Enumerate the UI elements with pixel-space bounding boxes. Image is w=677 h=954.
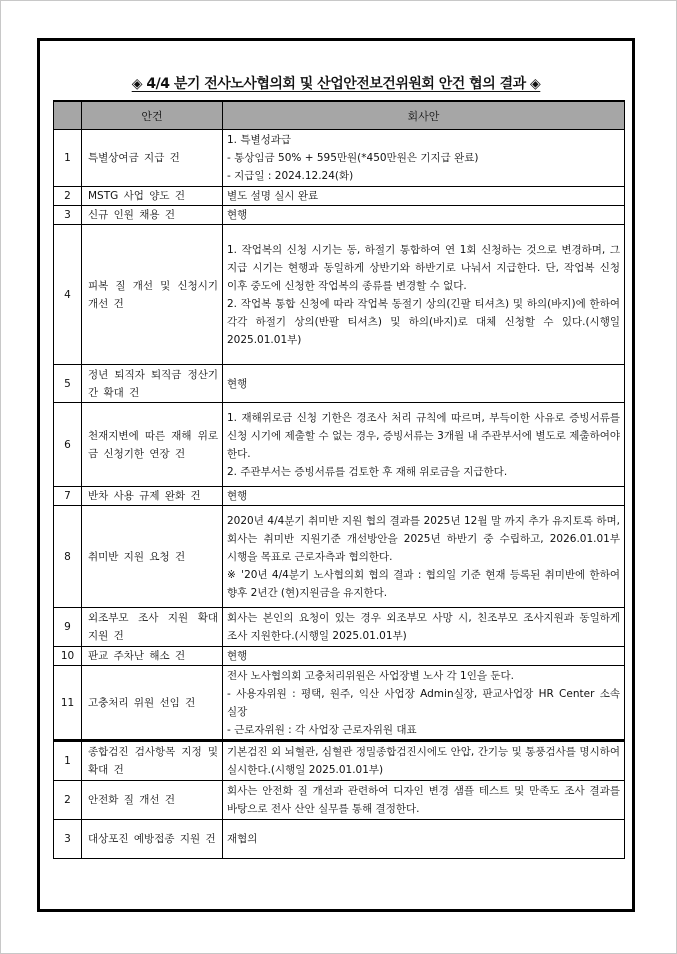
agenda-item: 반차 사용 규제 완화 건	[82, 487, 223, 506]
header-item: 안건	[82, 101, 223, 130]
row-number: 3	[54, 206, 82, 225]
row-number: 8	[54, 506, 82, 608]
header-company-proposal: 회사안	[223, 101, 625, 130]
table-row	[54, 365, 625, 403]
table-row	[54, 206, 625, 225]
proposal-line: 전사 노사협의회 고충처리위원은 사업장별 노사 각 1인을 둔다.	[227, 669, 514, 682]
table-row	[54, 225, 625, 365]
row-number: 9	[54, 608, 82, 647]
proposal-line: - 근로자위원 : 각 사업장 근로자위원 대표	[227, 723, 417, 736]
company-proposal	[223, 506, 625, 608]
table-row	[54, 666, 625, 741]
company-proposal	[223, 225, 625, 365]
row-number: 1	[54, 741, 82, 781]
proposal-line: 1. 작업복의 신청 시기는 동, 하절기 통합하여 연 1회 신청하는 것으로 변경하며, 그 지급 시기는 현행과 동일하게 상반기와 하반기로 나눠서 지급한다. 단, 작업복 신청 이후 중도에 신청한 작업복의 종류를 변경할 수 없다.	[227, 243, 620, 292]
company-proposal	[223, 365, 625, 403]
proposal-line: 회사는 안전화 질 개선과 관련하여 디자인 변경 샘플 테스트 및 만족도 조사 결과를 바탕으로 전사 산안 실무를 통해 결정한다.	[227, 785, 620, 815]
table-row	[54, 506, 625, 608]
agenda-item: 특별상여금 지급 건	[82, 130, 223, 187]
header-number	[54, 101, 82, 130]
proposal-line: 1. 특별성과급	[227, 134, 292, 146]
table-row	[54, 130, 625, 187]
agenda-item: 안전화 질 개선 건	[82, 781, 223, 820]
page-title: ◈ 4/4 분기 전사노사협의회 및 산업안전보건위원회 안건 협의 결과 ◈	[131, 76, 541, 92]
agenda-item: 판교 주차난 해소 건	[82, 647, 223, 666]
agenda-item: 고충처리 위원 선임 건	[82, 666, 223, 741]
company-proposal	[223, 206, 625, 225]
table-row	[54, 608, 625, 647]
company-proposal	[223, 666, 625, 741]
agenda-item: 천재지변에 따른 재해 위로금 신청기한 연장 건	[82, 403, 223, 487]
table-row	[54, 647, 625, 666]
proposal-line: 2020년 4/4분기 취미반 지원 협의 결과를 2025년 12월 말 까지 추가 유지토록 하며, 회사는 취미반 지원기준 개선방안을 2025년 하반기 중 수립하고, 2026.01.01부 시행을 목표로 근로자측과 협의한다.	[227, 514, 620, 563]
company-proposal	[223, 741, 625, 781]
company-proposal	[223, 187, 625, 206]
agenda-item: 외조부모 조사 지원 확대 지원 건	[82, 608, 223, 647]
table-row	[54, 741, 625, 781]
company-proposal	[223, 820, 625, 859]
table-row	[54, 403, 625, 487]
company-proposal	[223, 647, 625, 666]
agenda-item: 취미반 지원 요청 건	[82, 506, 223, 608]
agenda-item: 정년 퇴직자 퇴직금 정산기간 확대 건	[82, 365, 223, 403]
agenda-item: 피복 질 개선 및 신청시기 개선 건	[82, 225, 223, 365]
row-number: 6	[54, 403, 82, 487]
company-proposal	[223, 403, 625, 487]
proposal-line: 현행	[227, 650, 248, 662]
proposal-line: - 사용자위원 : 평택, 원주, 익산 사업장 Admin실장, 판교사업장 HR Center 소속 실장	[227, 687, 620, 718]
document-frame	[37, 38, 635, 912]
proposal-line: 현행	[227, 490, 248, 502]
company-proposal	[223, 130, 625, 187]
row-number: 2	[54, 781, 82, 820]
row-number: 3	[54, 820, 82, 859]
agenda-item: MSTG 사업 양도 건	[82, 187, 223, 206]
table-row	[54, 187, 625, 206]
proposal-line: 현행	[227, 377, 248, 390]
proposal-line: - 통상임금 50% + 595만원(*450만원은 기지급 완료)	[227, 152, 479, 164]
row-number: 7	[54, 487, 82, 506]
agenda-item: 신규 인원 채용 건	[82, 206, 223, 225]
table-body	[54, 130, 625, 859]
row-number: 10	[54, 647, 82, 666]
proposal-line: 2. 작업복 통합 신청에 따라 작업복 동절기 상의(긴팔 티셔츠) 및 하의(바지)에 한하여 각각 하절기 상의(반팔 티셔츠) 및 하의(바지)로 대체 신청할 수 있다.(시행일 2025.01.01부)	[227, 297, 620, 346]
proposal-line: 별도 설명 실시 완료	[227, 190, 319, 202]
row-number: 4	[54, 225, 82, 365]
company-proposal	[223, 781, 625, 820]
table-row	[54, 781, 625, 820]
table-row	[54, 820, 625, 859]
company-proposal	[223, 608, 625, 647]
proposal-line: 기본검진 외 뇌혈관, 심혈관 정밀종합검진시에도 안압, 간기능 및 통풍검사를 명시하여 실시한다.(시행일 2025.01.01부)	[227, 746, 620, 776]
proposal-line: 2. 주관부서는 증빙서류를 검토한 후 재해 위로금을 지급한다.	[227, 465, 508, 478]
table-header-row	[54, 101, 625, 130]
row-number: 11	[54, 666, 82, 741]
company-proposal	[223, 487, 625, 506]
agenda-table	[53, 100, 625, 859]
table-row	[54, 487, 625, 506]
row-number: 1	[54, 130, 82, 187]
row-number: 2	[54, 187, 82, 206]
agenda-item: 종합검진 검사항목 지정 및 확대 건	[82, 741, 223, 781]
row-number: 5	[54, 365, 82, 403]
proposal-line: 1. 재해위로금 신청 기한은 경조사 처리 규칙에 따르며, 부득이한 사유로 증빙서류를 신청 시기에 제출할 수 없는 경우, 증빙서류는 3개월 내 주관부서에 별도로 제출하여야 한다.	[227, 411, 620, 460]
proposal-line: - 지급일 : 2024.12.24(화)	[227, 170, 354, 182]
agenda-item: 대상포진 예방접종 지원 건	[82, 820, 223, 859]
proposal-line: 회사는 본인의 요청이 있는 경우 외조부모 사망 시, 친조부모 조사지원과 동일하게 조사 지원한다.(시행일 2025.01.01부)	[227, 612, 620, 642]
proposal-line: ※ '20년 4/4분기 노사협의회 협의 결과 : 협의일 기준 현재 등록된 취미반에 한하여 향후 2년간 (현)지원금을 유지한다.	[227, 568, 620, 599]
proposal-line: 현행	[227, 209, 248, 221]
proposal-line: 재협의	[227, 833, 258, 845]
